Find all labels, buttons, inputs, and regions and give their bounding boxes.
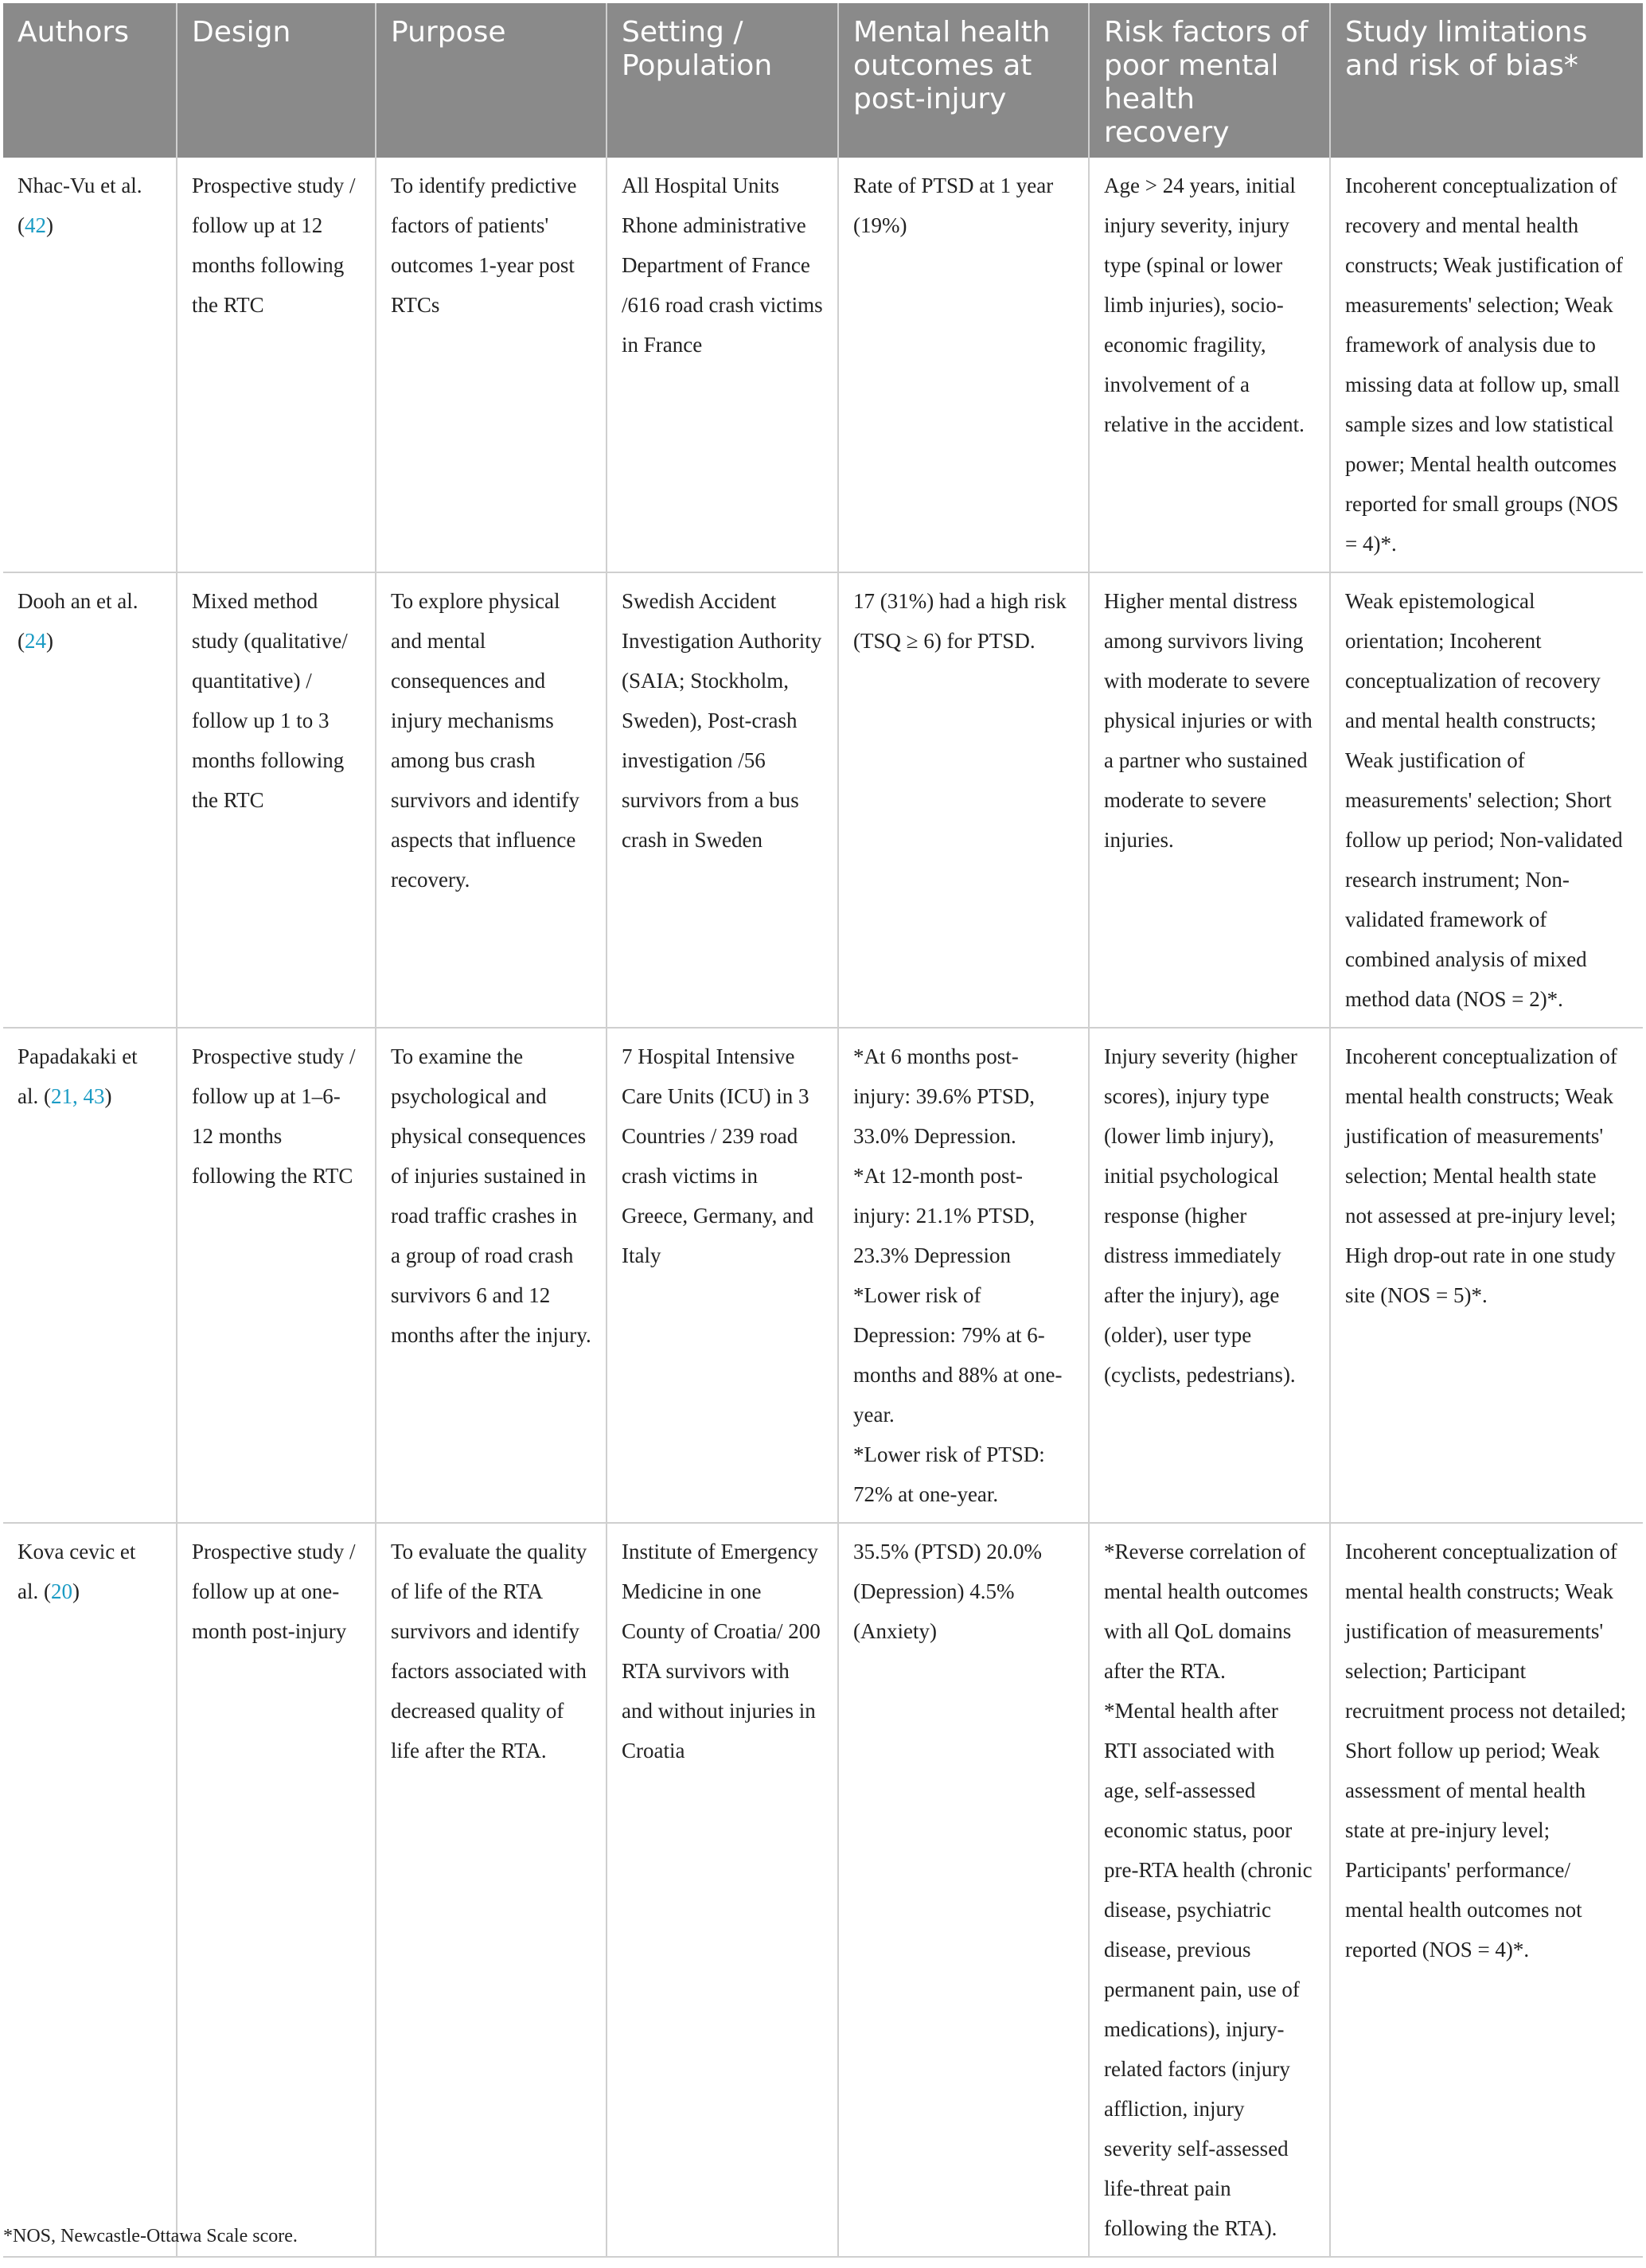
table-row [3,572,1643,1028]
header-setting: Setting / Population [607,3,838,158]
cell-design: Prospective study / follow up at one-month post-injury [177,1523,376,2257]
header-row [3,3,1643,158]
cell-outcomes: 17 (31%) had a high risk (TSQ ≥ 6) for PTSD. [838,572,1089,1028]
cell-outcomes: 35.5% (PTSD) 20.0% (Depression) 4.5% (Anxiety) [838,1523,1089,2257]
cell-setting: Institute of Emergency Medicine in one County of Croatia/ 200 RTA survivors with and without injuries in Croatia [607,1523,838,2257]
cell-design: Mixed method study (qualitative/ quantitative) / follow up 1 to 3 months following the RTC [177,572,376,1028]
table-row [3,158,1643,572]
author-text-end: ) [46,629,53,653]
cell-risk-factors: Higher mental distress among survivors living with moderate to severe physical injuries or with a partner who sustained moderate to severe injuries. [1089,572,1330,1028]
table-row [3,1523,1643,2257]
cell-setting: 7 Hospital Intensive Care Units (ICU) in 3 Countries / 239 road crash victims in Greece, Germany, and Italy [607,1028,838,1523]
cell-outcomes: *At 6 months post-injury: 39.6% PTSD, 33.0% Depression. *At 12-month post-injury: 21.1% PTSD, 23.3% Depression *Lower risk of Depression: 79% at 6-months and 88% at one-year. *Lower risk of PTSD: 72% at one-year. [838,1028,1089,1523]
cell-outcomes: Rate of PTSD at 1 year (19%) [838,158,1089,572]
table-footnote: *NOS, Newcastle-Ottawa Scale score. [3,2226,298,2247]
cell-authors [3,1523,177,2257]
reference-link[interactable]: 42 [25,213,46,237]
cell-risk-factors: Age > 24 years, initial injury severity, injury type (spinal or lower limb injuries), socio-economic fragility, involvement of a relative in the accident. [1089,158,1330,572]
cell-design: Prospective study / follow up at 1–6-12 months following the RTC [177,1028,376,1523]
cell-setting: All Hospital Units Rhone administrative Department of France /616 road crash victims in France [607,158,838,572]
cell-setting: Swedish Accident Investigation Authority (SAIA; Stockholm, Sweden), Post-crash investigation /56 survivors from a bus crash in Sweden [607,572,838,1028]
author-text: Kova cevic et al. ( [18,1540,136,1603]
header-authors: Authors [3,3,177,158]
cell-authors [3,572,177,1028]
author-text: Nhac-Vu et al. ( [18,174,142,237]
cell-authors [3,158,177,572]
cell-limitations: Incoherent conceptualization of mental health constructs; Weak justification of measurements' selection; Participant recruitment process not detailed; Short follow up period; Weak assessment of mental health state at pre-injury level; Participants' performance/ mental health outcomes not reported (NOS = 4)*. [1330,1523,1643,2257]
cell-purpose: To identify predictive factors of patients' outcomes 1-year post RTCs [376,158,607,572]
author-text-end: ) [46,213,53,237]
cell-authors [3,1028,177,1523]
cell-purpose: To examine the psychological and physical consequences of injuries sustained in road traffic crashes in a group of road crash survivors 6 and 12 months after the injury. [376,1028,607,1523]
literature-table [3,3,1643,2258]
header-outcomes: Mental health outcomes at post-injury [838,3,1089,158]
cell-limitations: Weak epistemological orientation; Incoherent conceptualization of recovery and mental health constructs; Weak justification of measurements' selection; Short follow up period; Non-validated research instrument; Non-validated framework of combined analysis of mixed method data (NOS = 2)*. [1330,572,1643,1028]
author-text: Papadakaki et al. ( [18,1044,138,1108]
author-text-end: ) [104,1084,112,1108]
reference-link[interactable]: 20 [50,1579,72,1603]
cell-purpose: To evaluate the quality of life of the RTA survivors and identify factors associated with decreased quality of life after the RTA. [376,1523,607,2257]
reference-link[interactable]: 21, 43 [50,1084,105,1108]
cell-limitations: Incoherent conceptualization of mental health constructs; Weak justification of measurements' selection; Mental health state not assessed at pre-injury level; High drop-out rate in one study site (NOS = 5)*. [1330,1028,1643,1523]
cell-design: Prospective study / follow up at 12 months following the RTC [177,158,376,572]
reference-link[interactable]: 24 [25,629,46,653]
header-design: Design [177,3,376,158]
cell-limitations: Incoherent conceptualization of recovery and mental health constructs; Weak justification of measurements' selection; Weak framework of analysis due to missing data at follow up, small sample sizes and low statistical power; Mental health outcomes reported for small groups (NOS = 4)*. [1330,158,1643,572]
cell-purpose: To explore physical and mental consequences and injury mechanisms among bus crash survivors and identify aspects that influence recovery. [376,572,607,1028]
cell-risk-factors: *Reverse correlation of mental health outcomes with all QoL domains after the RTA. *Mental health after RTI associated with age, self-assessed economic status, poor pre-RTA health (chronic disease, psychiatric disease, previous permanent pain, use of medications), injury-related factors (injury affliction, injury severity self-assessed life-threat pain following the RTA). [1089,1523,1330,2257]
table-row [3,1028,1643,1523]
header-limitations: Study limitations and risk of bias* [1330,3,1643,158]
author-text: Dooh an et al. ( [18,589,138,653]
header-risk-factors: Risk factors of poor mental health recovery [1089,3,1330,158]
cell-risk-factors: Injury severity (higher scores), injury type (lower limb injury), initial psychological response (higher distress immediately after the injury), age (older), user type (cyclists, pedestrians). [1089,1028,1330,1523]
header-purpose: Purpose [376,3,607,158]
author-text-end: ) [72,1579,80,1603]
